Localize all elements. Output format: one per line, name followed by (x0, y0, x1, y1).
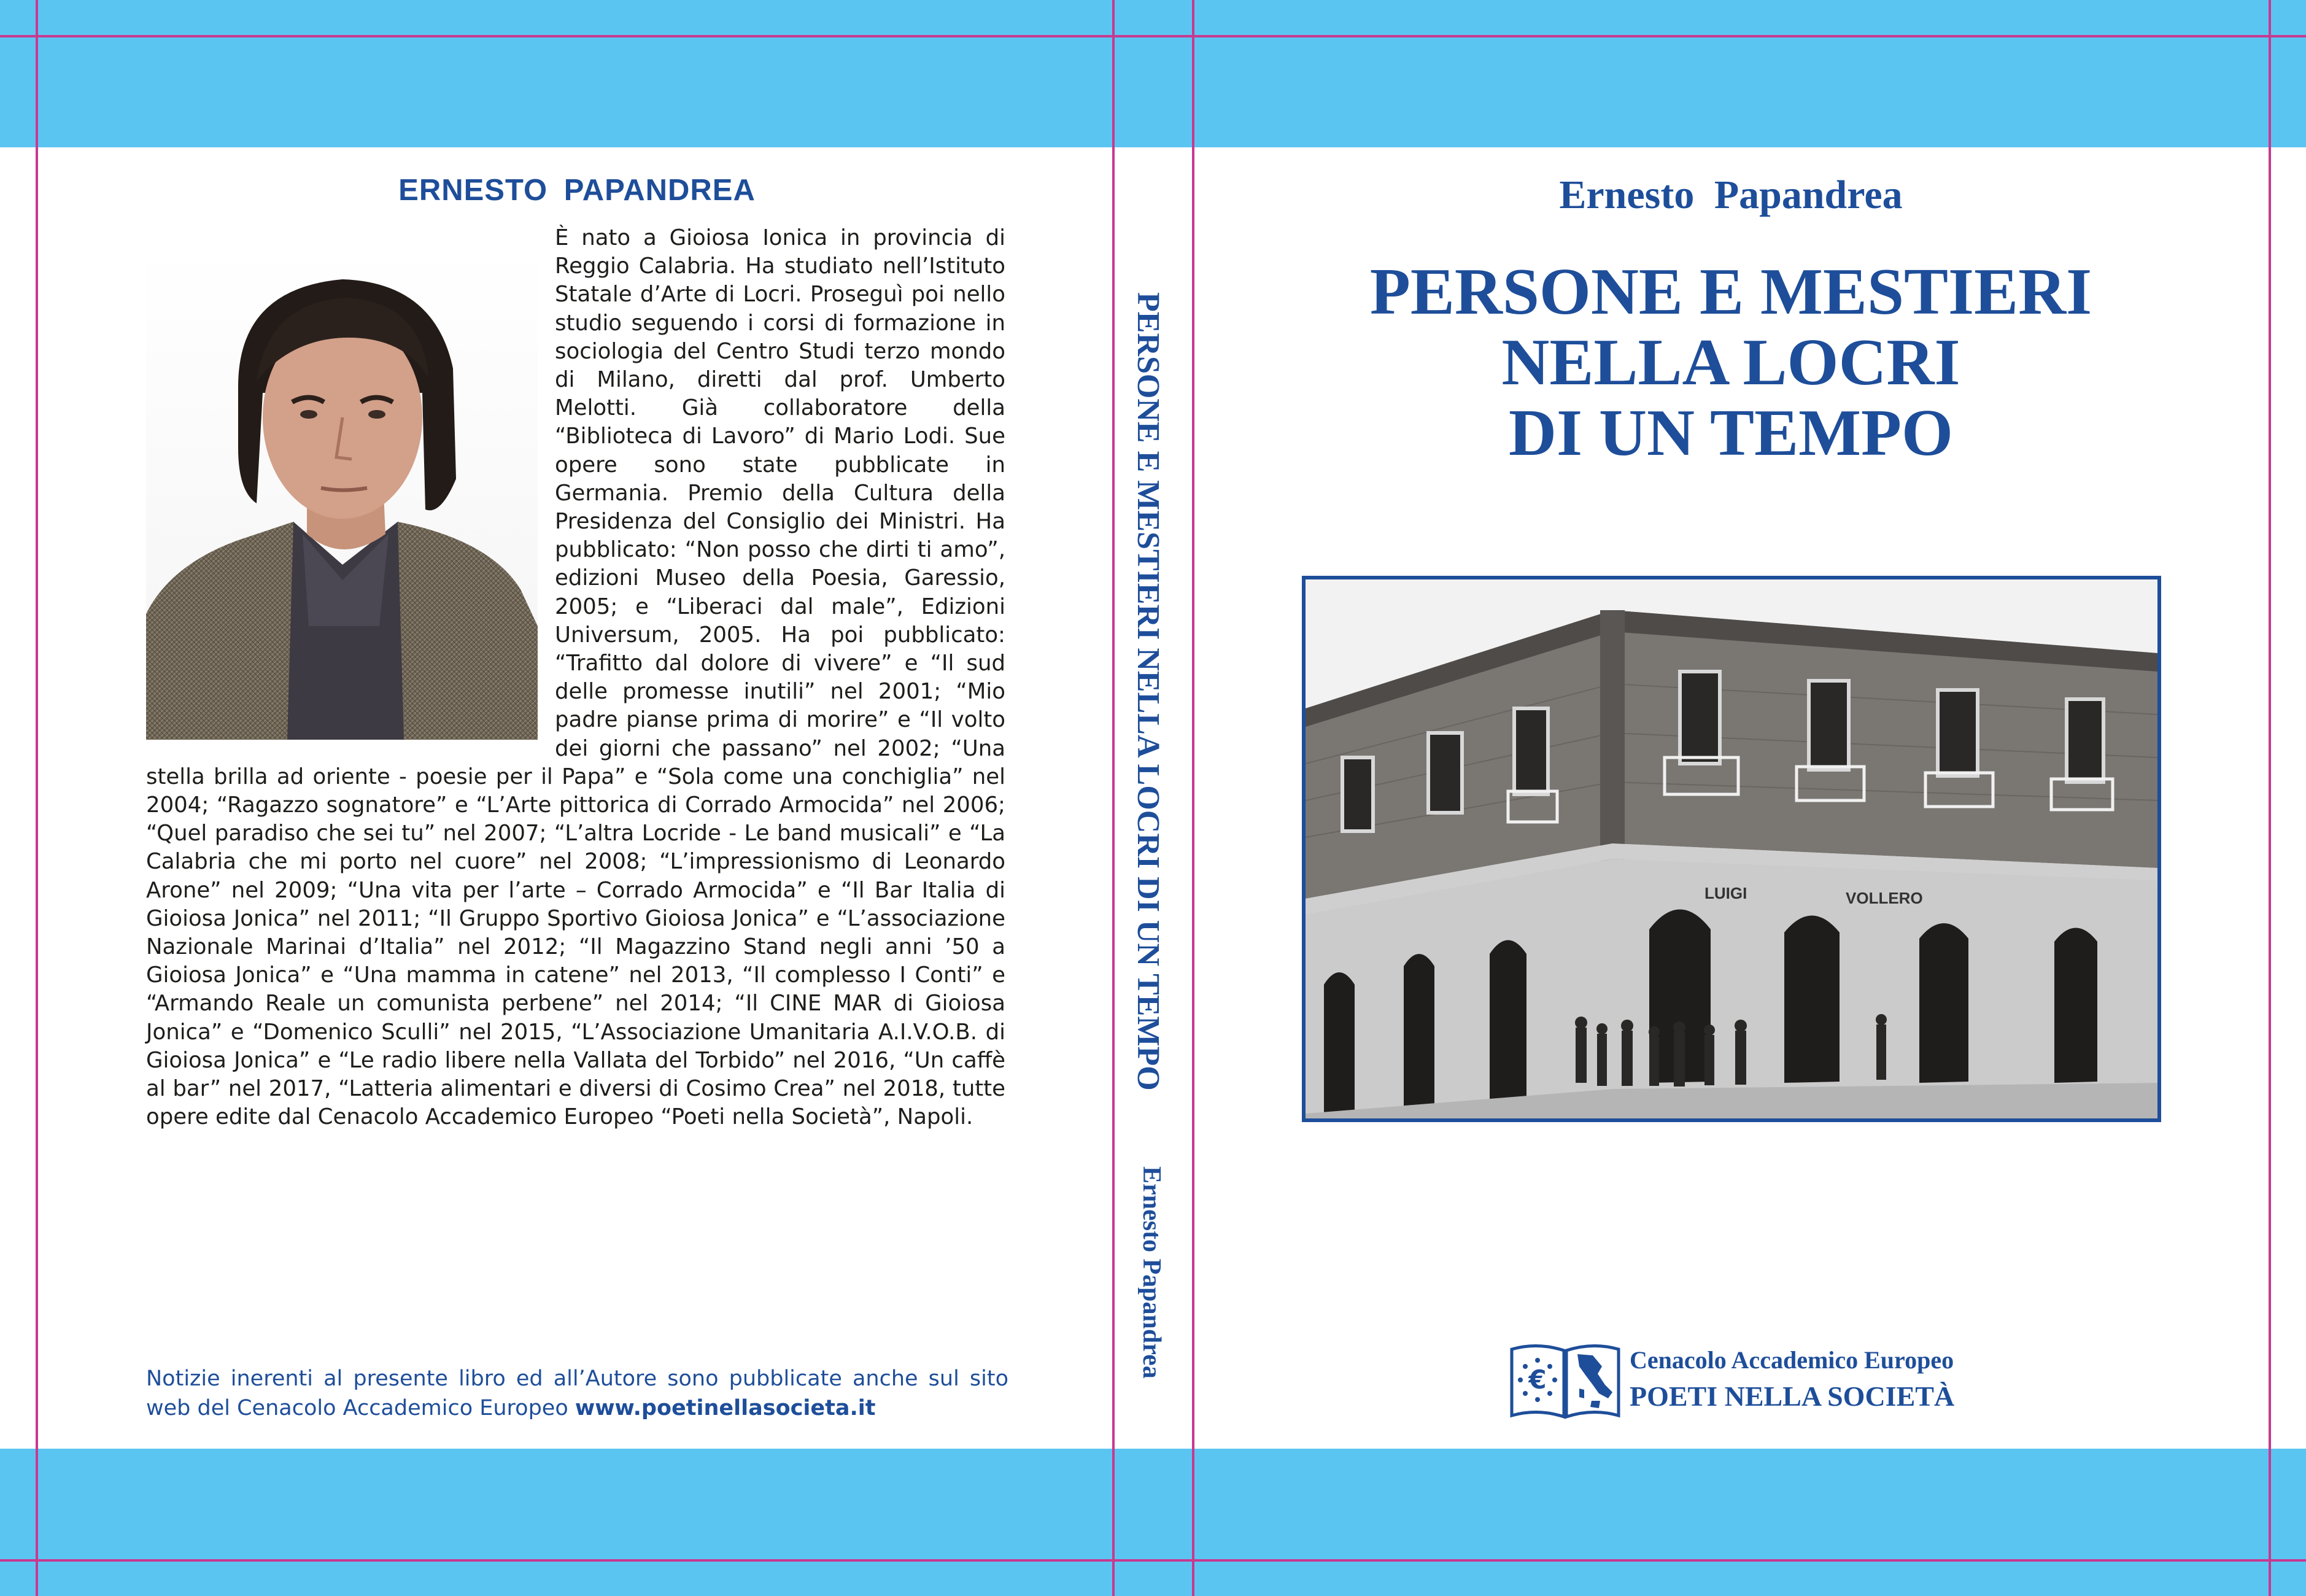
publisher-name-line1: Cenacolo Accademico Europeo (1630, 1346, 1954, 1374)
trim-line-top (0, 35, 2306, 37)
shop-sign-luigi: LUIGI (1704, 884, 1747, 902)
website-url: www.poetinellasocieta.it (575, 1396, 876, 1420)
publisher-name-line2: POETI NELLA SOCIETÀ (1630, 1381, 1955, 1412)
website-note-text: Notizie inerenti al presente libro ed all’Autore sono pubblicate anche sul sito web del Cenacolo Accademico Europeo (146, 1366, 1008, 1420)
bio-photo-spacer (146, 224, 555, 752)
spine-title: PERSONE E MESTIERI NELLA LOCRI DI UN TEMPO (1131, 292, 1166, 1091)
top-bleed-band (0, 0, 2306, 147)
bottom-bleed-band (0, 1449, 2306, 1596)
front-title-line-3: DI UN TEMPO (1508, 397, 1954, 470)
front-title-line-2: NELLA LOCRI (1501, 326, 1960, 399)
bio-text: È nato a Gioiosa Ionica in provincia di Reggio Calabria. Ha studiato nell’Istituto Statale d’Arte di Locri. Proseguì poi nello studio seguendo i corsi di formazione in sociologia del Centro Studi terzo mondo di Milano, diretti dal prof. Umberto Melotti. Già collaboratore della “Biblioteca di Lavoro” di Mario Lodi. Sue opere sono state pubblicate in Germania. Premio della Cultura della Presidenza del Consiglio dei Ministri. Ha pubblicato: “Non posso che dirti ti amo”, edizioni Museo della Poesia, Garessio, 2005; e “Liberaci dal male”, Edizioni Universum, 2005. Ha poi pubblicato: “Trafitto dal dolore di vivere” e “Il sud delle promesse inutili” nel 2001; “Mio padre pianse prima di morire” e “Il volto dei giorni che passano” nel 2002; “Una stella brilla ad oriente - poesie per il Papa” e “Sola come una conchiglia” nel 2004; “Ragazzo sognatore” e “L’Arte pittorica di Corrado Armocida” nel 2006; “Quel paradiso che sei tu” nel 2007; “L’altra Locride - Le band musicali” e “La Calabria che mi porto nel cuore” nel 2008; “L’impressionismo di Leonardo Arone” nel 2009; “Una vita per l’arte – Corrado Armocida” e “Il Bar Italia di Gioiosa Jonica” nel 2011; “Il Gruppo Sportivo Gioiosa Jonica” e “L’associazione Nazionale Marinai d’Italia” nel 2012; “Il Magazzino Stand negli anni ’50 a Gioiosa Jonica” e “Una mamma in catene” nel 2013, “Il complesso I Conti” e “Armando Reale un comunista perbene” nel 2014; “Il CINE MAR di Gioiosa Jonica” e “Domenico Sculli” nel 2015, “L’Associazione Umanitaria A.I.V.O.B. di Gioiosa Jonica” e “Le radio libere nella Vallata del Torbido” nel 2016, “Un caffè al bar” nel 2017, “Latteria alimentari e diversi di Cosimo Crea” nel 2018, tutte opere edite dal Cenacolo Accademico Europeo “Poeti nella Società”, Napoli. (146, 225, 1005, 1130)
shop-sign-vollero: VOLLERO (1846, 889, 1923, 907)
trim-line-bottom (0, 1559, 2306, 1562)
website-note (146, 1364, 1008, 1423)
front-author: Ernesto Papandrea (1559, 172, 1903, 217)
spine-fold-left (1112, 0, 1115, 1596)
front-title-line-1: PERSONE E MESTIERI (1369, 255, 2092, 328)
trim-line-right (2269, 0, 2271, 1596)
trim-line-left (36, 0, 38, 1596)
author-bio (146, 224, 1005, 1132)
back-author-heading: ERNESTO PAPANDREA (398, 174, 756, 207)
historic-building-photo (1302, 576, 2161, 1122)
publisher-block (1507, 1337, 1973, 1423)
front-title (1197, 257, 2265, 468)
spine-author: Ernesto Papandrea (1137, 1166, 1166, 1379)
svg-text:€: € (1528, 1365, 1547, 1395)
euro-book-italy-logo (1507, 1337, 1623, 1422)
spine-fold-right (1192, 0, 1194, 1596)
